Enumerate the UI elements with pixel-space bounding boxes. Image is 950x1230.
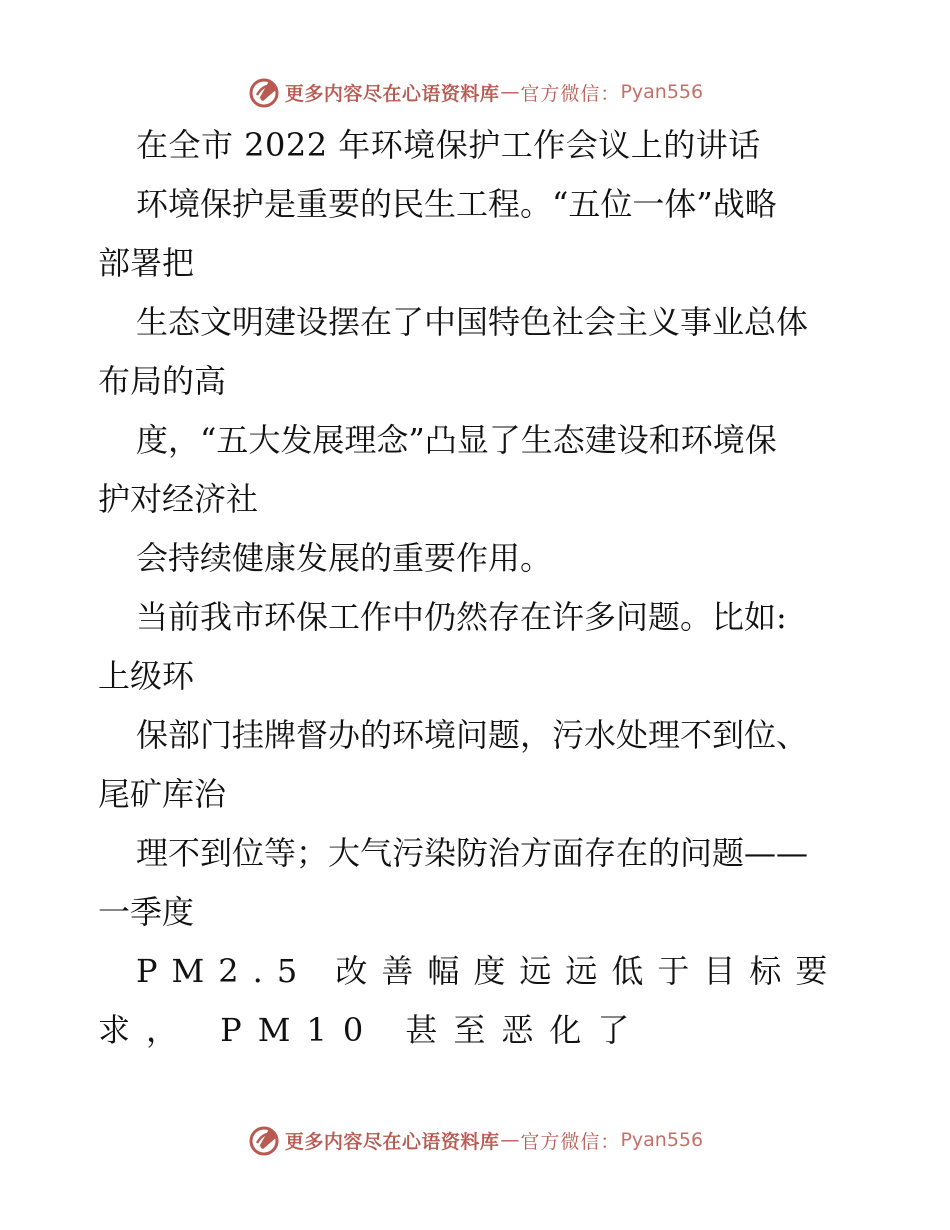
document-body (98, 116, 858, 1060)
paragraph-line: 保部门挂牌督办的环境问题，污水处理不到位、 (136, 716, 809, 754)
paragraph-line: 一季度 (98, 893, 195, 931)
pen-swirl-logo-icon (247, 1123, 281, 1157)
paragraph-line: 求， PM10 甚至恶化了 (98, 1011, 646, 1049)
paragraph-line: 部署把 (98, 244, 195, 282)
watermark-dash: — (500, 81, 520, 103)
paragraph-line: 护对经济社 (98, 480, 259, 518)
paragraph-line: 生态文明建设摆在了中国特色社会主义事业总体 (136, 303, 809, 341)
paragraph-line: PM2.5 改善幅度远远低于目标要 (136, 952, 842, 990)
pen-swirl-logo-icon (247, 75, 281, 109)
paragraph-line: 度，“五大发展理念”凸显了生态建设和环境保 (136, 421, 777, 459)
paragraph-line: 布局的高 (98, 362, 227, 400)
paragraph-line: 会持续健康发展的重要作用。 (136, 539, 553, 577)
watermark-dash: — (500, 1129, 520, 1151)
paragraph-line: 当前我市环保工作中仍然存在许多问题。比如: (136, 598, 787, 636)
watermark-wechat-label: 官方微信： (520, 1130, 621, 1153)
watermark-site-text: 更多内容尽在心语资料库 (284, 82, 500, 105)
paragraph-line: 环境保护是重要的民生工程。“五位一体”战略 (136, 185, 777, 223)
watermark-wechat-label: 官方微信： (520, 82, 621, 105)
watermark-wechat-id: Pyan556 (620, 1129, 704, 1151)
paragraph-line: 理不到位等；大气污染防治方面存在的问题—— (136, 834, 809, 872)
watermark-wechat-id: Pyan556 (620, 81, 704, 103)
watermark-footer (0, 1120, 950, 1160)
document-title: 在全市 2022 年环境保护工作会议上的讲话 (136, 126, 761, 164)
paragraph-line: 尾矿库治 (98, 775, 227, 813)
paragraph-line: 上级环 (98, 657, 195, 695)
watermark-site-text: 更多内容尽在心语资料库 (284, 1130, 500, 1153)
watermark-header (0, 72, 950, 112)
